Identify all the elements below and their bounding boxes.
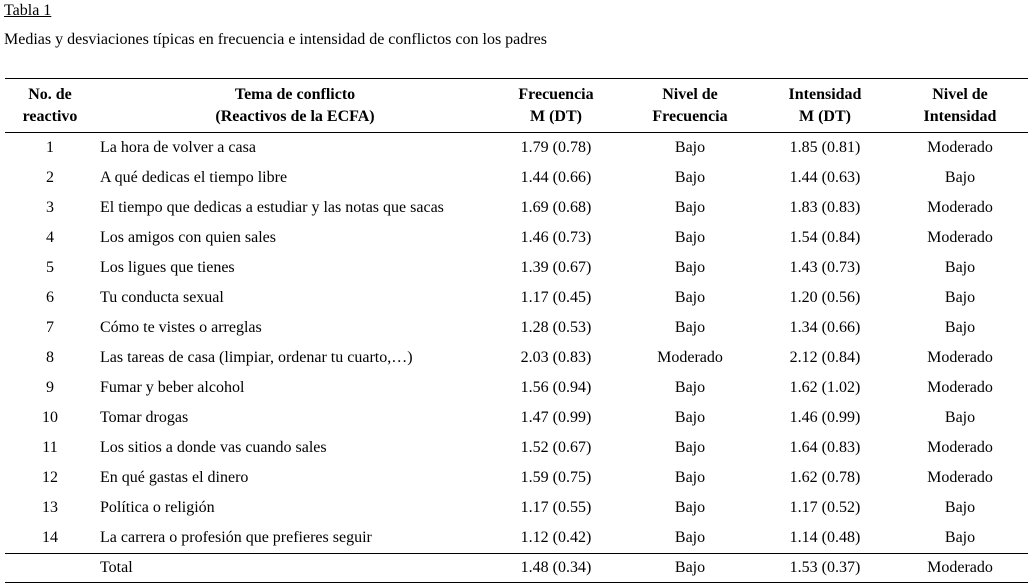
cell-int: 1.43 (0.73) xyxy=(789,259,861,276)
table-row xyxy=(5,523,1028,554)
cell-freq: 1.39 (0.67) xyxy=(520,259,592,276)
cell-num: 4 xyxy=(46,229,54,246)
cell-int: 1.46 (0.99) xyxy=(789,409,861,426)
header-line: M (DT) xyxy=(530,108,582,125)
conflicts-table xyxy=(5,78,1028,583)
cell-freq: 1.46 (0.73) xyxy=(520,229,592,246)
cell-topic: Política o religión xyxy=(100,499,215,516)
cell-freq: 2.03 (0.83) xyxy=(520,349,592,366)
cell-freq-level: Bajo xyxy=(674,139,706,156)
cell-int-level: Bajo xyxy=(944,169,976,186)
cell-int-level: Bajo xyxy=(944,289,976,306)
header-line: No. de xyxy=(28,86,72,103)
cell-int: 1.62 (0.78) xyxy=(789,469,861,486)
header-int-level xyxy=(892,79,1028,133)
cell-num xyxy=(5,554,95,583)
table-body xyxy=(5,133,1028,583)
table-caption: Medias y desviaciones típicas en frecuencia e intensidad de conflictos con los padres xyxy=(4,31,547,48)
header-line: Nivel de xyxy=(932,86,988,103)
cell-num: 14 xyxy=(42,529,58,546)
cell-int: 1.34 (0.66) xyxy=(789,319,861,336)
cell-freq: 1.69 (0.68) xyxy=(520,199,592,216)
header-line: Frecuencia xyxy=(652,108,728,125)
cell-topic: Tomar drogas xyxy=(100,409,189,426)
header-freq xyxy=(490,79,622,133)
header-line: M (DT) xyxy=(799,108,851,125)
cell-topic: Los sitios a donde vas cuando sales xyxy=(100,439,327,456)
cell-topic: La hora de volver a casa xyxy=(100,139,256,156)
cell-freq-level: Moderado xyxy=(657,349,723,366)
cell-int: 1.53 (0.37) xyxy=(789,559,861,576)
cell-num: 2 xyxy=(46,169,54,186)
cell-freq: 1.59 (0.75) xyxy=(520,469,592,486)
header-row xyxy=(5,79,1028,133)
cell-int: 1.62 (1.02) xyxy=(789,379,861,396)
cell-freq-level: Bajo xyxy=(674,379,706,396)
cell-int: 1.83 (0.83) xyxy=(789,199,861,216)
table-row xyxy=(5,433,1028,463)
cell-freq: 1.17 (0.45) xyxy=(520,289,592,306)
total-row xyxy=(5,554,1028,583)
cell-freq: 1.28 (0.53) xyxy=(520,319,592,336)
cell-num: 1 xyxy=(46,139,54,156)
cell-int-level: Moderado xyxy=(927,229,993,246)
header-num xyxy=(5,79,95,133)
cell-int-level: Moderado xyxy=(927,199,993,216)
header-freq-level xyxy=(622,79,758,133)
cell-int-level: Moderado xyxy=(927,439,993,456)
cell-int: 2.12 (0.84) xyxy=(789,349,861,366)
header-line: reactivo xyxy=(22,108,78,125)
cell-freq-level: Bajo xyxy=(674,469,706,486)
cell-freq-level: Bajo xyxy=(674,319,706,336)
cell-num: 7 xyxy=(46,319,54,336)
table-number: Tabla 1 xyxy=(4,2,52,19)
cell-num: 6 xyxy=(46,289,54,306)
header-int xyxy=(758,79,892,133)
cell-freq: 1.56 (0.94) xyxy=(520,379,592,396)
cell-freq: 1.12 (0.42) xyxy=(520,529,592,546)
table-row xyxy=(5,343,1028,373)
cell-topic: Cómo te vistes o arreglas xyxy=(100,319,262,336)
table-row xyxy=(5,493,1028,523)
cell-int-level: Moderado xyxy=(927,559,993,576)
header-line: Tema de conflicto xyxy=(234,86,356,103)
cell-int: 1.14 (0.48) xyxy=(789,529,861,546)
header-topic xyxy=(95,79,490,133)
cell-num: 8 xyxy=(46,349,54,366)
table-row xyxy=(5,313,1028,343)
cell-topic: Los ligues que tienes xyxy=(100,259,235,276)
cell-freq-level: Bajo xyxy=(674,229,706,246)
cell-num: 9 xyxy=(46,379,54,396)
cell-num: 13 xyxy=(42,499,58,516)
cell-topic: En qué gastas el dinero xyxy=(100,469,249,486)
cell-int: 1.44 (0.63) xyxy=(789,169,861,186)
cell-freq-level: Bajo xyxy=(674,199,706,216)
header-line: Intensidad xyxy=(788,86,862,103)
cell-num: 12 xyxy=(42,469,58,486)
cell-int-level: Moderado xyxy=(927,139,993,156)
cell-topic: Las tareas de casa (limpiar, ordenar tu cuarto,…) xyxy=(100,349,413,366)
cell-int-level: Bajo xyxy=(944,259,976,276)
cell-freq-level: Bajo xyxy=(674,169,706,186)
table-row xyxy=(5,253,1028,283)
cell-topic: Tu conducta sexual xyxy=(100,289,224,306)
cell-freq-level: Bajo xyxy=(674,529,706,546)
table-row xyxy=(5,463,1028,493)
cell-int: 1.20 (0.56) xyxy=(789,289,861,306)
cell-num: 5 xyxy=(46,259,54,276)
cell-int: 1.64 (0.83) xyxy=(789,439,861,456)
cell-freq: 1.47 (0.99) xyxy=(520,409,592,426)
header-line: (Reactivos de la ECFA) xyxy=(215,108,375,125)
cell-topic: La carrera o profesión que prefieres seguir xyxy=(100,529,372,546)
cell-int: 1.54 (0.84) xyxy=(789,229,861,246)
cell-int-level: Bajo xyxy=(944,499,976,516)
cell-int-level: Bajo xyxy=(944,529,976,546)
table-row xyxy=(5,163,1028,193)
cell-int: 1.17 (0.52) xyxy=(789,499,861,516)
cell-int-level: Bajo xyxy=(944,409,976,426)
cell-int: 1.85 (0.81) xyxy=(789,139,861,156)
table-row xyxy=(5,193,1028,223)
cell-num: 3 xyxy=(46,199,54,216)
cell-freq-level: Bajo xyxy=(674,289,706,306)
cell-freq-level: Bajo xyxy=(674,259,706,276)
cell-num: 10 xyxy=(42,409,58,426)
header-line: Frecuencia xyxy=(518,86,594,103)
header-line: Nivel de xyxy=(662,86,718,103)
cell-freq-level: Bajo xyxy=(674,499,706,516)
table-row xyxy=(5,283,1028,313)
cell-int-level: Bajo xyxy=(944,319,976,336)
cell-topic: Fumar y beber alcohol xyxy=(100,379,245,396)
table-row xyxy=(5,133,1028,164)
cell-topic: Los amigos con quien sales xyxy=(100,229,276,246)
cell-freq: 1.79 (0.78) xyxy=(520,139,592,156)
table-row xyxy=(5,223,1028,253)
cell-freq-level: Bajo xyxy=(674,439,706,456)
cell-freq: 1.52 (0.67) xyxy=(520,439,592,456)
cell-freq: 1.17 (0.55) xyxy=(520,499,592,516)
cell-freq-level: Bajo xyxy=(674,409,706,426)
cell-num: 11 xyxy=(42,439,58,456)
table-row xyxy=(5,373,1028,403)
cell-topic: A qué dedicas el tiempo libre xyxy=(100,169,288,186)
cell-topic: El tiempo que dedicas a estudiar y las notas que sacas xyxy=(100,199,444,216)
table-row xyxy=(5,403,1028,433)
cell-freq: 1.44 (0.66) xyxy=(520,169,592,186)
cell-int-level: Moderado xyxy=(927,349,993,366)
cell-int-level: Moderado xyxy=(927,379,993,396)
cell-freq: 1.48 (0.34) xyxy=(520,559,592,576)
cell-freq-level: Bajo xyxy=(674,559,706,576)
cell-int-level: Moderado xyxy=(927,469,993,486)
cell-topic: Total xyxy=(100,559,133,576)
header-line: Intensidad xyxy=(923,108,997,125)
